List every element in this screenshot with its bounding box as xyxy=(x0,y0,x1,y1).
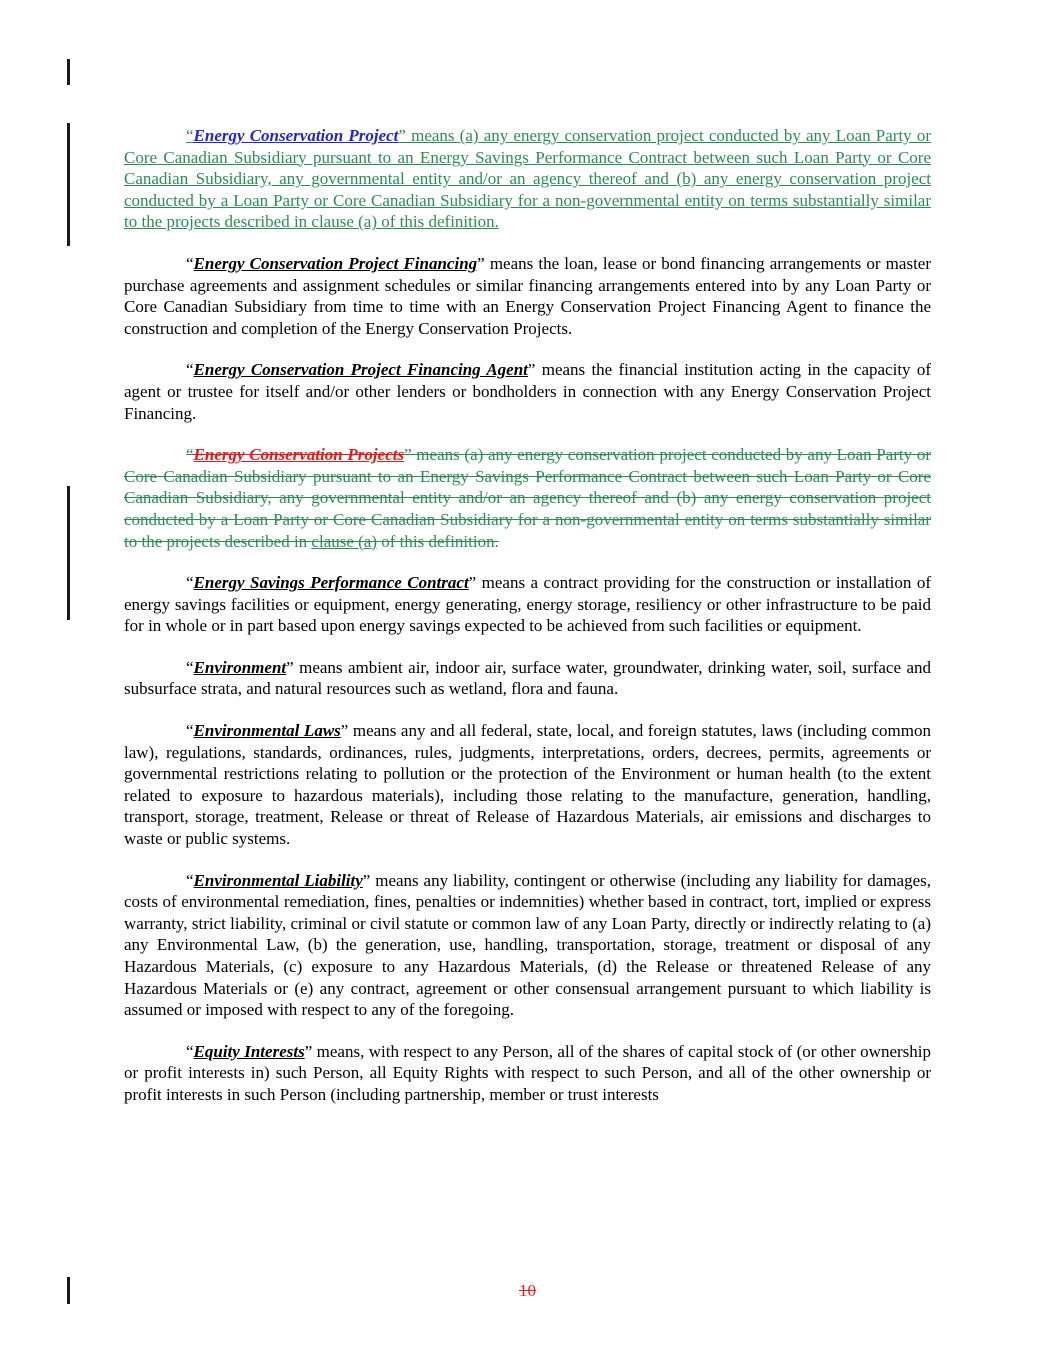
change-bar xyxy=(67,123,70,246)
defined-term: Energy Savings Performance Contract xyxy=(193,573,469,593)
definition-equity-interests xyxy=(124,1041,931,1106)
text-run: “ xyxy=(186,360,194,380)
definition-environmental-liability xyxy=(124,870,931,1021)
defined-term: Energy Conservation Project Financing Agent xyxy=(193,360,528,380)
text-run: ” means any liability, contingent or otherwise (including any liability for damages, costs of environmental remediation, fines, penalties or indemnities) whether based in contract, tort, implied or express warranty, strict liability, criminal or civil statute or common law of any Loan Party, directly or indirectly relating to (a) any Environmental Law, (b) the generation, use, handling, transportation, storage, treatment or disposal of any Hazardous Materials, (c) exposure to any Hazardous Materials, (d) the Release or threatened Release of any Hazardous Materials or (e) any contract, agreement or other consensual arrangement pursuant to which liability is assumed or imposed with respect to any of the foregoing. xyxy=(124,870,931,1020)
text-run: “ xyxy=(186,657,194,677)
defined-term: Equity Interests xyxy=(193,1041,305,1061)
text-run: ” means (a) any energy conservation project conducted by any Loan Party or Core Canadian Subsidiary pursuant to an Energy Savings Performance Contract between such Loan Party or Core Canadian Subsidiary, any governmental entity and/or an agency thereof and (b) any energy conservation project conducted by a Loan Party or Core Canadian Subsidiary for a non-governmental entity on terms substantially similar to the projects described in clause (a) of this definition. xyxy=(124,126,931,232)
definition-energy-conservation-project xyxy=(124,125,931,233)
text-run: ” means a contract providing for the construction or installation of energy savings facilities or equipment, energy generating, energy storage, resiliency or other infrastructure to be paid for in whole or in part based upon energy savings expected to be achieved from such facilities or equipment. xyxy=(124,573,931,636)
change-bar xyxy=(67,59,70,85)
text-run: ” means (a) any energy conservation project conducted by any Loan Party or Core Canadian Subsidiary pursuant to an Energy Savings Performance Contract between such Loan Party or Core Canadian Subsidiary, any governmental entity and/or an agency thereof and (b) any energy conservation project conducted by a Loan Party or Core Canadian Subsidiary for a non-governmental entity on terms substantially similar to the projects described in xyxy=(124,445,931,551)
definition-environmental-laws xyxy=(124,720,931,850)
text-run: ” means the financial institution acting in the capacity of agent or trustee for itself and/or other lenders or bondholders in connection with any Energy Conservation Project Financing. xyxy=(124,360,931,423)
text-run: ” means any and all federal, state, local, and foreign statutes, laws (including common law), regulations, standards, ordinances, rules, judgments, interpretations, orders, decrees, permits, agreements or governmental restrictions relating to pollution or the protection of the Environment or human health (to the extent related to exposure to hazardous materials), including those relating to the manufacture, generation, handling, transport, storage, treatment, Release or threat of Release of Hazardous Materials, air emissions and discharges to waste or public systems. xyxy=(124,721,931,849)
defined-term: Energy Conservation Project Financing xyxy=(193,253,478,273)
text-run: clause (a) xyxy=(311,531,378,551)
defined-term: Energy Conservation Projects xyxy=(193,445,405,465)
text-run: “ xyxy=(186,445,194,465)
definition-energy-savings-performance-contract xyxy=(124,572,931,637)
defined-term: Environmental Liability xyxy=(193,870,363,890)
text-run: of this definition. xyxy=(377,531,499,551)
definition-environment xyxy=(124,657,931,700)
definition-energy-conservation-projects-deleted xyxy=(124,444,931,552)
definition-energy-conservation-project-financing-agent xyxy=(124,359,931,424)
text-run: “ xyxy=(186,870,194,890)
text-run: “ xyxy=(186,573,194,593)
text-run: ” means ambient air, indoor air, surface water, groundwater, drinking water, soil, surface and subsurface strata, and natural resources such as wetland, flora and fauna. xyxy=(124,657,931,699)
defined-term: Environment xyxy=(193,657,287,677)
page-number: 10 xyxy=(519,1281,536,1300)
defined-term: Environmental Laws xyxy=(193,721,341,741)
text-run: ” means the loan, lease or bond financing arrangements or master purchase agreements and assignment schedules or similar financing arrangements entered into by any Loan Party or Core Canadian Subsidiary from time to time with an Energy Conservation Project Financing Agent to finance the construction and completion of the Energy Conservation Projects. xyxy=(124,253,931,338)
document-body xyxy=(124,125,931,1126)
text-run: “ xyxy=(186,721,194,741)
text-run: “ xyxy=(186,126,194,145)
text-run: “ xyxy=(186,253,194,273)
text-run: “ xyxy=(186,1041,194,1061)
page-footer xyxy=(0,1281,1055,1301)
change-bar xyxy=(67,486,70,620)
definition-energy-conservation-project-financing xyxy=(124,253,931,339)
text-run: ” means, with respect to any Person, all of the shares of capital stock of (or other ownership or profit interests in) such Person, all Equity Rights with respect to such Person, and all of the other ownership or profit interests in such Person (including partnership, member or trust interests xyxy=(124,1041,931,1104)
defined-term: Energy Conservation Project xyxy=(193,126,399,145)
